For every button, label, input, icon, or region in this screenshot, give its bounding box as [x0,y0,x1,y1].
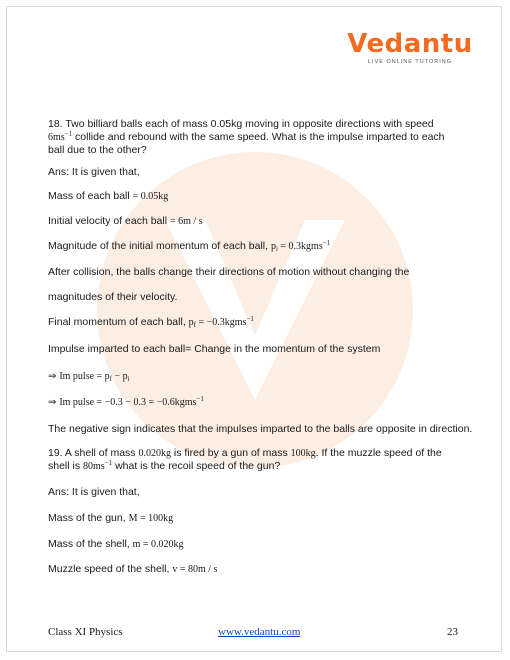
question-18 [48,118,458,157]
answer-18-after-collision-cont: magnitudes of their velocity. [48,291,178,303]
brand-name: Vedantu [347,29,473,59]
page-number: 23 [447,626,458,638]
answer-19-muzzle-speed: Muzzle speed of the shell, v = 80m / s [48,563,218,575]
answer-18-equation-1: ⇒ Im pulse = $p_f - p_i$ [48,371,130,383]
answer-18-final-momentum: Final momentum of each ball, $p_f$ = −0.3kgms$^{-1}$ [48,315,254,329]
question-19: 19. A shell of mass 0.020kg is fired by a gun of mass 100kg. If the muzzle speed of the shell is $80ms^{-1}$ what is the recoil speed of the gun? [48,447,442,472]
answer-18-equation-2: ⇒ Im pulse = −0.3 − 0.3 = −0.6kgms$^{-1}$ [48,395,204,408]
answer-18-mass: Mass of each ball = 0.05kg [48,190,169,202]
brand-tagline: LIVE ONLINE TUTORING [368,59,452,65]
answer-18-initial-momentum: Magnitude of the initial momentum of each ball, $p_i$ = 0.3kgms$^{-1}$ [48,239,331,253]
answer-19-shell-mass: Mass of the shell, m = 0.020kg [48,538,184,550]
question-18-speed: $6ms^{-1}$ [48,130,73,143]
answer-18-after-collision: After collision, the balls change their directions of motion without changing the [48,266,410,278]
answer-18-intro: Ans: It is given that, [48,166,140,178]
answer-19-gun-mass: Mass of the gun, M = 100kg [48,512,174,524]
answer-19-intro: Ans: It is given that, [48,486,140,498]
answer-18-conclusion: The negative sign indicates that the impulses imparted to the balls are opposite in direction. [48,423,473,435]
question-18-text-cont: collide and rebound with the same speed. What is the impulse imparted to each ball due to the other? [48,131,445,156]
footer-website-link[interactable]: www.vedantu.com [218,626,301,638]
footer-class-label: Class XI Physics [48,626,123,638]
question-18-text: 18. Two billiard balls each of mass 0.05kg moving in opposite directions with speed [48,118,434,130]
answer-18-velocity: Initial velocity of each ball = 6m / s [48,215,203,227]
brand-logo [340,30,480,65]
answer-18-impulse-statement: Impulse imparted to each ball= Change in the momentum of the system [48,343,381,355]
